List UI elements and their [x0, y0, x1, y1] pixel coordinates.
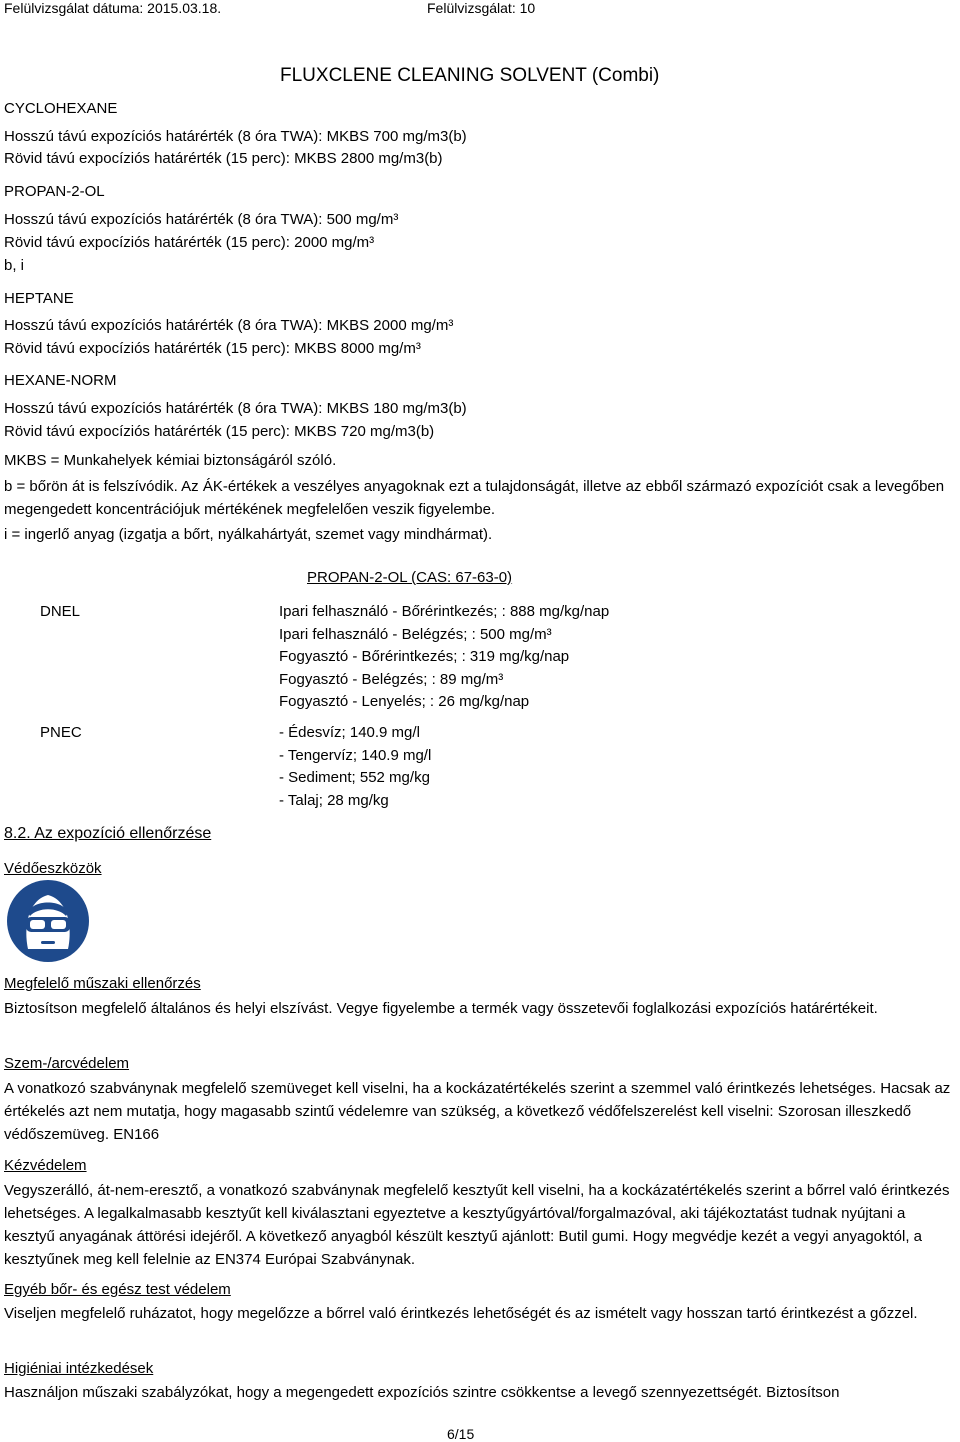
dnel-line: Ipari felhasználó - Belégzés; : 500 mg/m³ [279, 626, 552, 643]
pnec-label: PNEC [40, 724, 82, 741]
limit-line: Rövid távú expocíziós határérték (15 perc): MKBS 8000 mg/m³ [4, 340, 421, 357]
limit-line: Rövid távú expocíziós határérték (15 perc): 2000 mg/m³ [4, 234, 375, 251]
limit-line: Rövid távú expocíziós határérték (15 perc): MKBS 2800 mg/m3(b) [4, 150, 443, 167]
body-protection-text: Viseljen megfelelő ruházatot, hogy megelőzze a bőrrel való érintkezés lehetőségét és az ismételt vagy hosszan tartó érintkezést a gőzzel. [4, 1305, 918, 1322]
section-8-2-heading: 8.2. Az expozíció ellenőrzése [4, 825, 212, 842]
note-b: b = bőrön át is felszívódik. Az ÁK-értékek a veszélyes anyagoknak ezt a tulajdonságát, illetve az ebből származó expozíciót csak a levegőben megengedett koncentrációjuk mértékének megfelelően veszik figyelembe. [4, 478, 945, 518]
page-number: 6/15 [447, 1426, 475, 1442]
substance-name-propan-2-ol: PROPAN-2-OL [4, 183, 105, 200]
limit-note: b, i [4, 257, 25, 274]
dnel-line: Fogyasztó - Belégzés; : 89 mg/m³ [279, 671, 504, 688]
pnec-line: - Tengervíz; 140.9 mg/l [279, 747, 432, 764]
limit-line: Hosszú távú expozíciós határérték (8 óra TWA): MKBS 2000 mg/m³ [4, 317, 454, 334]
safety-goggles-icon [6, 879, 90, 963]
note-i: i = ingerlő anyag (izgatja a bőrt, nyálkahártyát, szemet vagy mindhármat). [4, 526, 493, 543]
limit-line: Hosszú távú expozíciós határérték (8 óra TWA): MKBS 700 mg/m3(b) [4, 128, 467, 145]
dnel-line: Fogyasztó - Lenyelés; : 26 mg/kg/nap [279, 693, 530, 710]
hand-protection-heading: Kézvédelem [4, 1157, 87, 1174]
limit-line: Hosszú távú expozíciós határérték (8 óra TWA): 500 mg/m³ [4, 211, 399, 228]
hygiene-heading: Higiéniai intézkedések [4, 1360, 154, 1377]
limit-line: Rövid távú expocíziós határérték (15 perc): MKBS 720 mg/m3(b) [4, 423, 435, 440]
revision-number: Felülvizsgálat: 10 [427, 0, 536, 16]
eye-protection-heading: Szem-/arcvédelem [4, 1055, 130, 1072]
body-protection-heading: Egyéb bőr- és egész test védelem [4, 1281, 231, 1298]
hygiene-text: Használjon műszaki szabályzókat, hogy a megengedett expozíciós szintre csökkentse a levegő szennyezettségét. Biztosítson [4, 1384, 840, 1401]
dnel-line: Fogyasztó - Bőrérintkezés; : 319 mg/kg/nap [279, 648, 570, 665]
review-date: Felülvizsgálat dátuma: 2015.03.18. [4, 0, 222, 16]
pnec-line: - Édesvíz; 140.9 mg/l [279, 724, 420, 741]
limit-line: Hosszú távú expozíciós határérték (8 óra TWA): MKBS 180 mg/m3(b) [4, 400, 467, 417]
dnel-label: DNEL [40, 603, 81, 620]
pnec-line: - Talaj; 28 mg/kg [279, 792, 389, 809]
engineering-controls-heading: Megfelelő műszaki ellenőrzés [4, 975, 201, 992]
hand-protection-text: Vegyszerálló, át-nem-eresztő, a vonatkozó szabványnak megfelelő kesztyűt kell viselni, ha a kockázatértékelés szerint a bőrrel való érintkezés lehetséges. A legalkalmasabb kesztyűt kell kiválasztani egyeztetve a kesztyűgyártóval/forgalmazóval, aki tájékoztatást tudnak nyújtani a kesztyű anyagának áttörési idejéről. A következő anyagból készült kesztyű ajánlott: Butil gumi. Hogy megvédje kezét a vegyi anyagoktól, a kesztyűnek meg kell felelnie az EN374 Európai Szabványnak. [4, 1182, 950, 1268]
document-title: FLUXCLENE CLEANING SOLVENT (Combi) [280, 65, 660, 86]
dnel-pnec-heading: PROPAN-2-OL (CAS: 67-63-0) [307, 569, 513, 586]
substance-name-cyclohexane: CYCLOHEXANE [4, 100, 118, 117]
eye-protection-text: A vonatkozó szabványnak megfelelő szemüveget kell viselni, ha a kockázatértékelés szerint a szemmel való érintkezés lehetséges. Hacsak az értékelés azt nem mutatja, hogy magasabb szintű védelemre van szükség, a következő védőfelszerelést kell viselni: Szorosan illeszkedő védőszemüveg. EN166 [4, 1080, 951, 1143]
dnel-line: Ipari felhasználó - Bőrérintkezés; : 888 mg/kg/nap [279, 603, 610, 620]
substance-name-hexane-norm: HEXANE-NORM [4, 372, 117, 389]
pnec-line: - Sediment; 552 mg/kg [279, 769, 430, 786]
note-mkbs: MKBS = Munkahelyek kémiai biztonságáról szóló. [4, 452, 337, 469]
substance-name-heptane: HEPTANE [4, 290, 74, 307]
engineering-controls-text: Biztosítson megfelelő általános és helyi elszívást. Vegye figyelembe a termék vagy összetevői foglalkozási expozíciós határértékeit. [4, 1000, 878, 1017]
ppe-heading: Védőeszközök [4, 860, 102, 877]
